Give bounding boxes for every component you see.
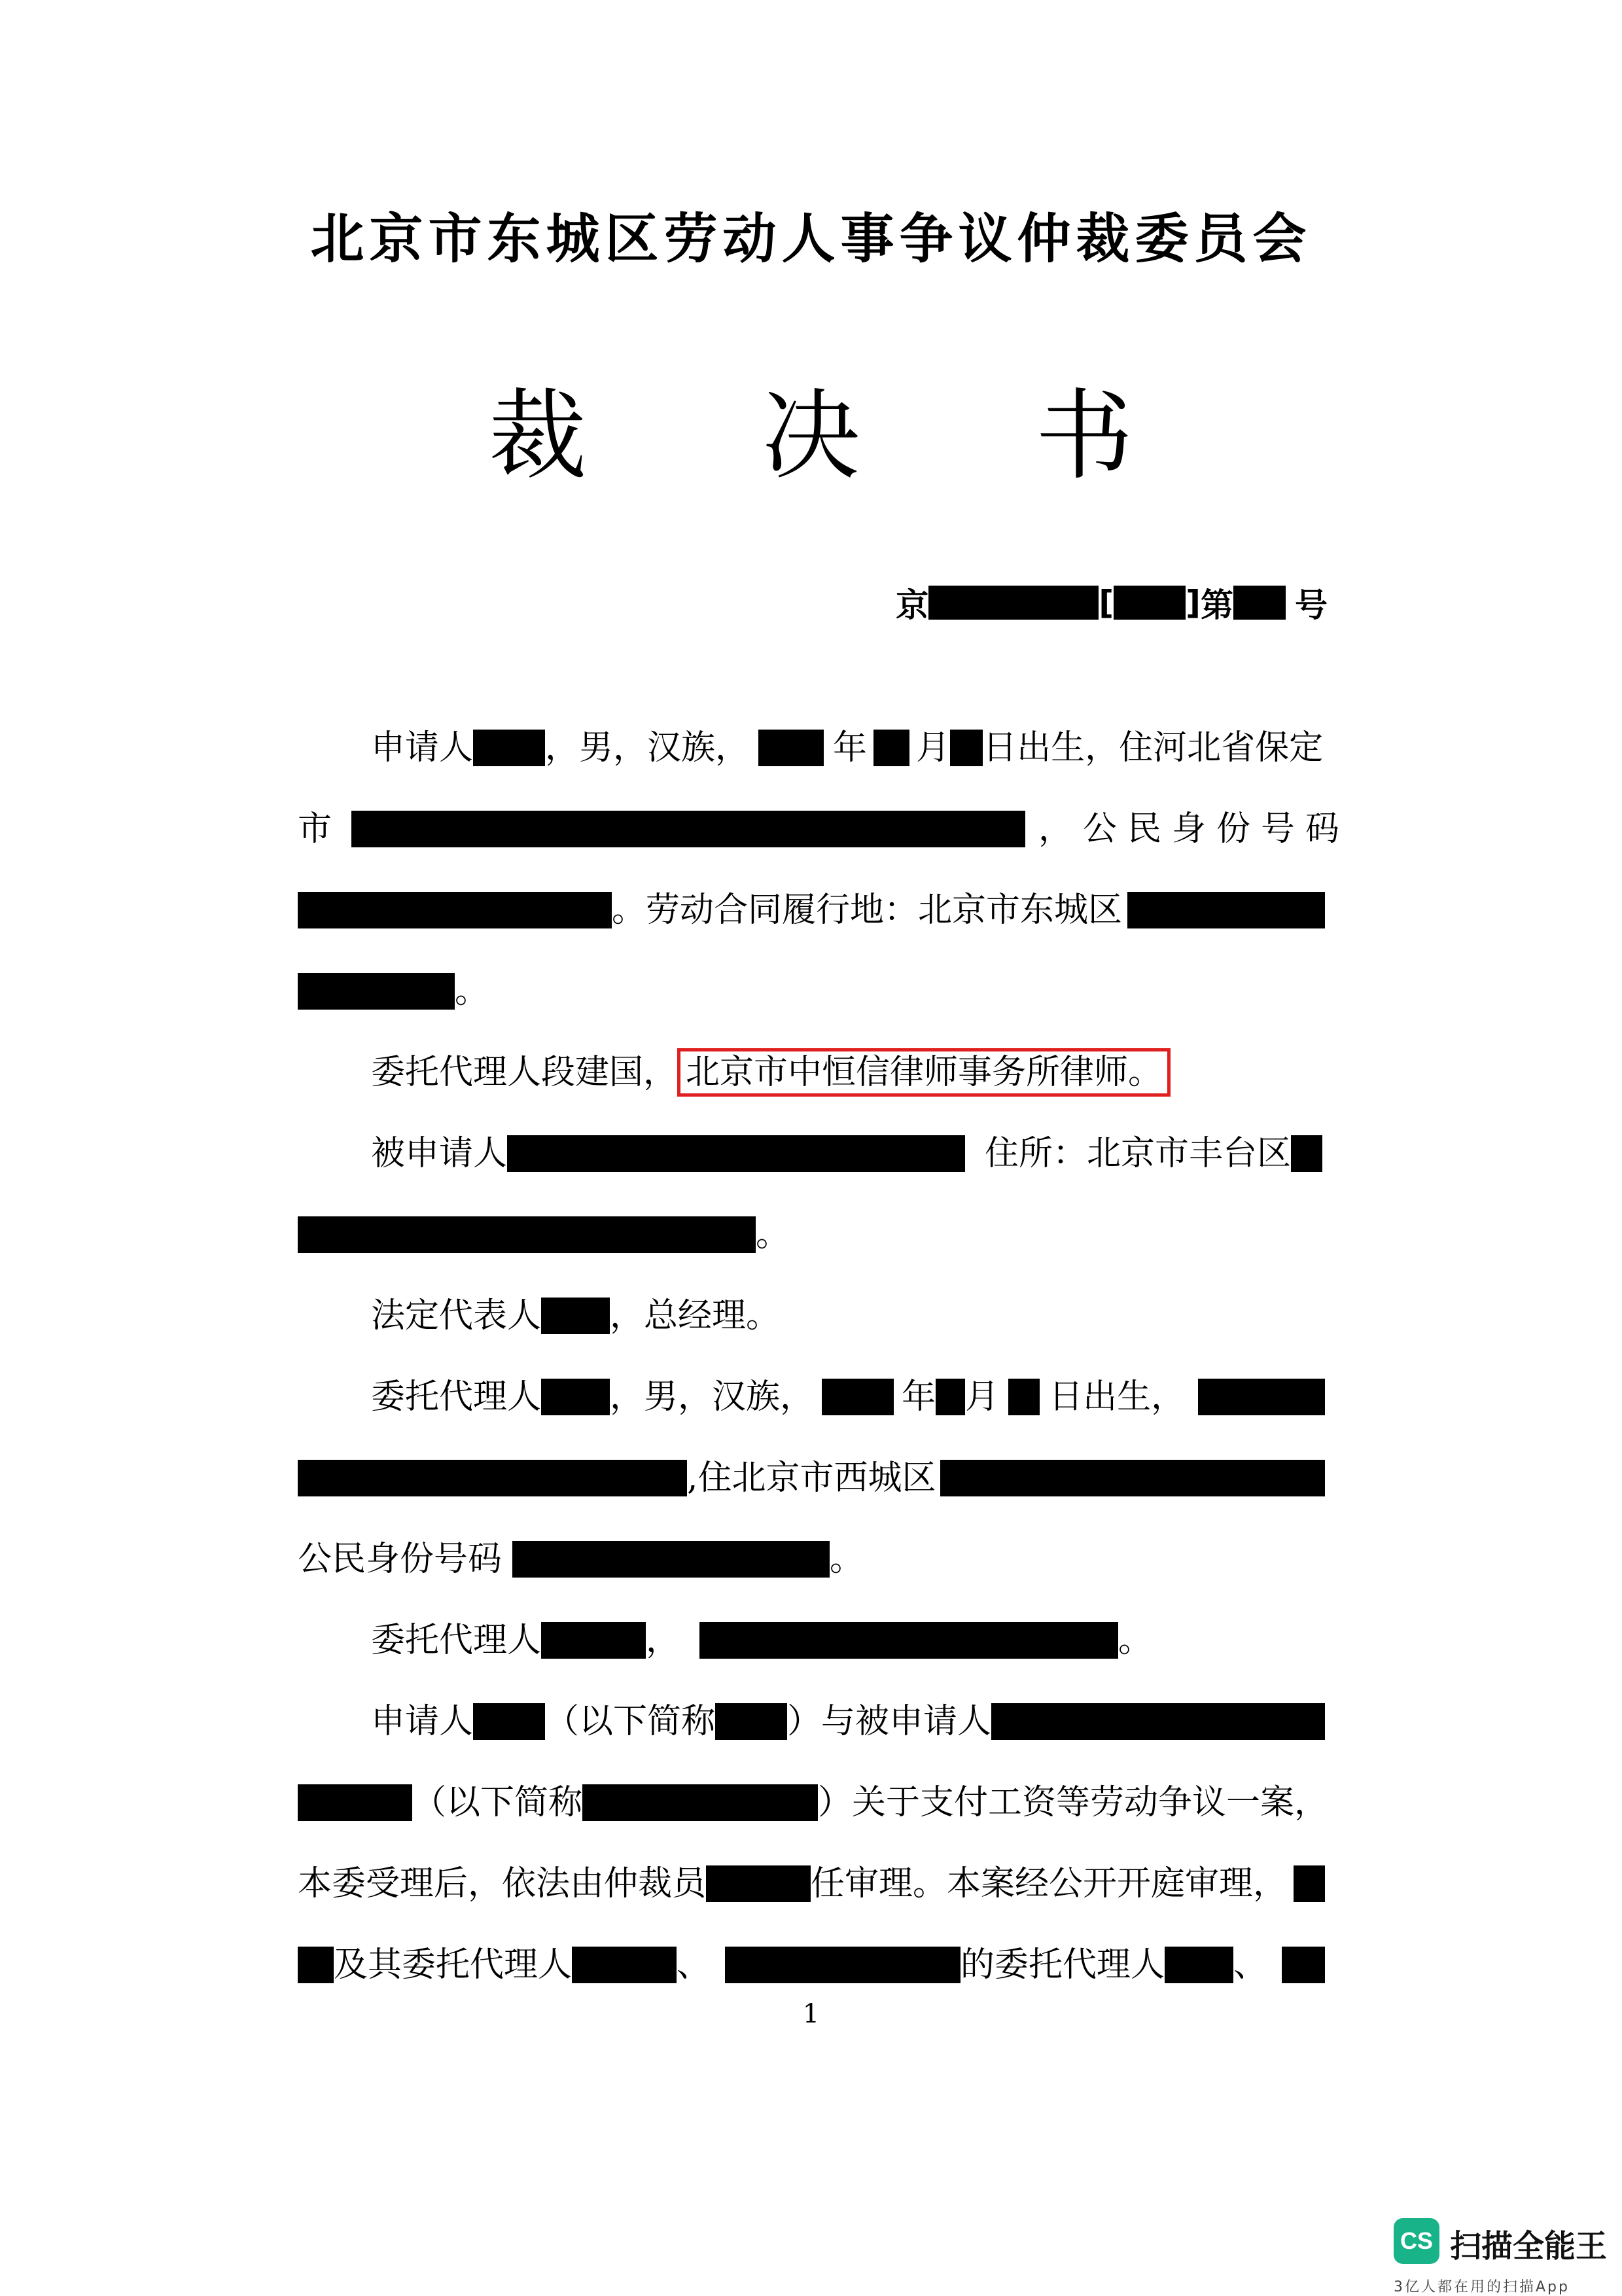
redaction [473,730,545,766]
text: 法定代表人 [371,1296,542,1335]
text: 。 [455,972,489,1011]
text: 委托代理人段建国， [371,1053,678,1092]
text: 被申请人 [371,1134,508,1173]
redaction [298,1460,687,1496]
redaction [873,730,909,766]
respondent-agent-line-2 [298,1455,1325,1501]
text: ，总经理。 [610,1296,781,1335]
redaction [936,1379,965,1415]
applicant-agent-line [298,1050,1325,1095]
text: 。劳动合同履行地：北京市东城区 [612,891,1123,930]
redaction [699,1622,1118,1659]
text: 的委托代理人 [961,1945,1165,1985]
redaction [940,1460,1325,1496]
camscanner-logo-icon: CS [1394,2218,1439,2264]
respondent-line-2 [298,1212,1325,1258]
text: 。 [756,1215,790,1254]
text: 申请人 [371,728,474,768]
text: 申请人 [371,1702,474,1741]
redaction [991,1703,1325,1740]
redaction [725,1947,961,1983]
document-title: 裁 决 书 [488,380,1206,493]
text: 任审理。本案经公开开庭审理， [811,1864,1288,1903]
issuing-organization: 北京市东城区劳动人事争议仲裁委员会 [310,208,1312,270]
applicant-line-4 [298,968,1325,1014]
case-summary-line-4 [298,1942,1325,1988]
redaction [1008,1379,1040,1415]
legal-representative-line [298,1293,1325,1339]
redaction [950,730,983,766]
redaction [298,1216,756,1253]
case-summary-line-1 [298,1699,1325,1744]
redaction [541,1298,610,1334]
text: 、 [677,1945,711,1985]
redaction [1127,892,1325,928]
redaction [541,1622,646,1659]
text: ）与被申请人 [787,1702,992,1741]
case-prefix: 京 [896,586,929,624]
redaction [928,586,1099,620]
text: 及其委托代理人 [334,1945,573,1985]
text: ， [646,1621,680,1660]
case-di: 第 [1201,586,1233,624]
redaction [1165,1947,1233,1983]
redaction [507,1135,965,1172]
text: 日出生，住河北省保定 [983,728,1324,768]
redaction [706,1865,811,1902]
text: 委托代理人 [371,1377,542,1417]
text: ，男，汉族， [610,1377,815,1417]
redaction [512,1541,830,1578]
redaction [298,1947,334,1983]
watermark-title: 扫描全能王 [1450,2228,1608,2265]
redaction [572,1947,677,1983]
text: （以下简称 [412,1783,583,1822]
redaction [298,973,455,1010]
case-bracket-close: ] [1186,584,1201,622]
redaction [758,730,824,766]
case-number [896,579,1328,626]
applicant-line-2 [298,806,1350,852]
redaction [1282,1947,1325,1983]
text: 。 [1118,1621,1153,1660]
redaction [822,1379,894,1415]
text: 公民身份号码 [298,1540,502,1579]
text: 日出生， [1049,1377,1186,1417]
text: 月 [965,1377,1000,1417]
text: （以下简称 [545,1702,716,1741]
text: ）关于支付工资等劳动争议一案， [818,1783,1329,1822]
respondent-agent-2-line [298,1617,1325,1663]
redaction [1198,1379,1325,1415]
respondent-line-1 [298,1131,1325,1176]
text: ，男，汉族， [545,728,750,768]
redaction [473,1703,545,1740]
watermark-subtitle: 3亿人都在用的扫描App [1394,2279,1570,2295]
text: ，公民身份号码 [1038,809,1350,849]
text: 。 [830,1540,864,1579]
page-number: 1 [802,1999,820,2029]
text: 、 [1233,1945,1268,1985]
redaction [582,1784,818,1821]
text: 市 [298,809,332,849]
respondent-agent-line-3 [298,1536,1325,1582]
redaction [1233,586,1286,620]
redaction [298,892,612,928]
applicant-line-3 [298,887,1325,933]
redaction [715,1703,787,1740]
redaction [541,1379,610,1415]
redaction [351,811,1025,847]
respondent-agent-line-1 [298,1374,1325,1420]
text: 委托代理人 [371,1621,542,1660]
case-summary-line-2 [298,1780,1329,1826]
text: 本委受理后，依法由仲裁员 [298,1864,707,1903]
text: 住所：北京市丰台区 [985,1134,1292,1173]
text: 年 [833,728,868,768]
case-hao: 号 [1295,586,1328,624]
applicant-line-1 [298,725,1325,771]
text: 年 [902,1377,936,1417]
text: ,住北京市西城区 [687,1458,936,1498]
case-summary-line-3 [298,1861,1325,1907]
redaction [1294,1865,1325,1902]
highlighted-law-firm: 北京市中恒信律师事务所律师。 [677,1048,1171,1097]
redaction [1114,586,1186,620]
case-bracket-open: [ [1099,584,1114,622]
redaction [298,1784,412,1821]
redaction [1291,1135,1322,1172]
text: 月 [916,728,951,768]
